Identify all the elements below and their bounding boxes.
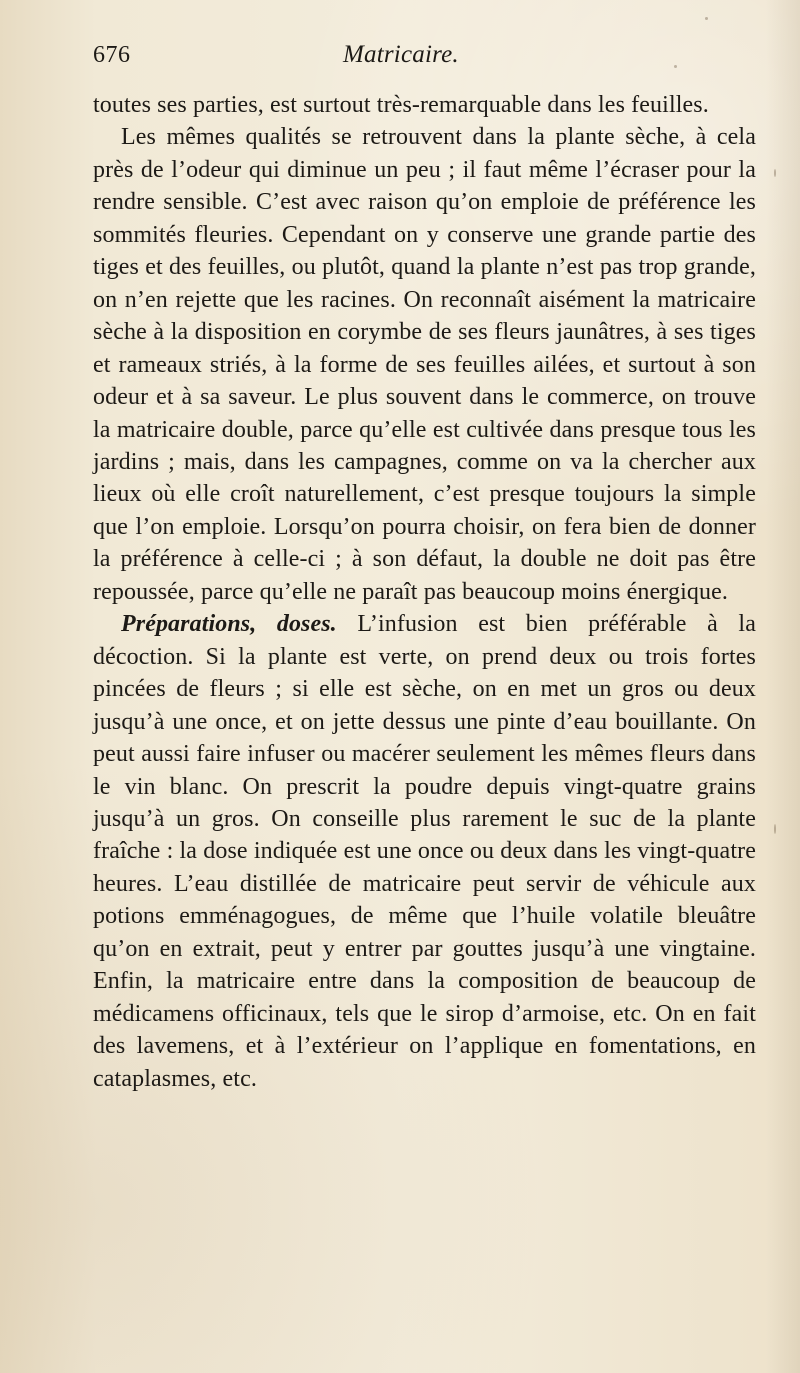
running-title: Matricaire. xyxy=(343,41,459,68)
preparations-doses-paragraph xyxy=(93,608,756,1095)
page-number: 676 xyxy=(93,42,131,68)
paper-speck xyxy=(774,824,776,834)
body-text xyxy=(93,89,756,1095)
paper-speck xyxy=(705,17,708,20)
paper-speck xyxy=(674,65,677,68)
preparations-doses-heading: Préparations, doses. xyxy=(121,611,337,638)
page-header xyxy=(93,42,756,82)
preparations-doses-text: L’infusion est bien préférable à la décoction. Si la plante est verte, on prend deux ou trois fortes pincées de fleurs ; si elle est sèche, on en met un gros ou deux jusqu’à une once, et on jette dessus une pinte d’eau bouillante. On peut aussi faire infuser ou macérer seulement les mêmes fleurs dans le vin blanc. On prescrit la poudre depuis vingt-quatre grains jusqu’à un gros. On conseille plus rarement le suc de la plante fraîche : la dose indiquée est une once ou deux dans les vingt-quatre heures. L’eau distillée de matricaire peut servir de véhicule aux potions emménagogues, de même que l’huile volatile bleuâtre qu’on en extrait, peut y entrer par gouttes jusqu’à une vingtaine. Enfin, la matricaire entre dans la composition de beaucoup de médicamens officinaux, tels que le sirop d’armoise, etc. On en fait des lavemens, et à l’extérieur on l’applique en fomentations, en cataplasmes, etc. xyxy=(93,611,756,1092)
continued-paragraph: toutes ses parties, est surtout très-remarquable dans les feuilles. xyxy=(93,92,709,118)
paper-speck xyxy=(774,169,776,177)
dried-plant-paragraph: Les mêmes qualités se retrouvent dans la plante sèche, à cela près de l’odeur qui diminue un peu ; il faut même l’écraser pour la rendre sensible. C’est avec raison qu’on emploie de préférence les sommités fleuries. Cependant on y conserve une grande partie des tiges et des feuilles, ou plutôt, quand la plante n’est pas trop grande, on n’en rejette que les racines. On reconnaît aisément la matricaire sèche à la disposition en corymbe de ses fleurs jaunâtres, à ses tiges et rameaux striés, à la forme de ses feuilles ailées, et surtout à son odeur et à sa saveur. Le plus souvent dans le commerce, on trouve la matricaire double, parce qu’elle est cultivée dans presque tous les jardins ; mais, dans les campagnes, comme on va la chercher aux lieux où elle croît naturellement, c’est presque toujours la simple que l’on emploie. Lorsqu’on pourra choisir, on fera bien de donner la préférence à celle-ci ; à son défaut, la double ne doit pas être repoussée, parce qu’elle ne paraît pas beaucoup moins énergique. xyxy=(93,124,756,605)
